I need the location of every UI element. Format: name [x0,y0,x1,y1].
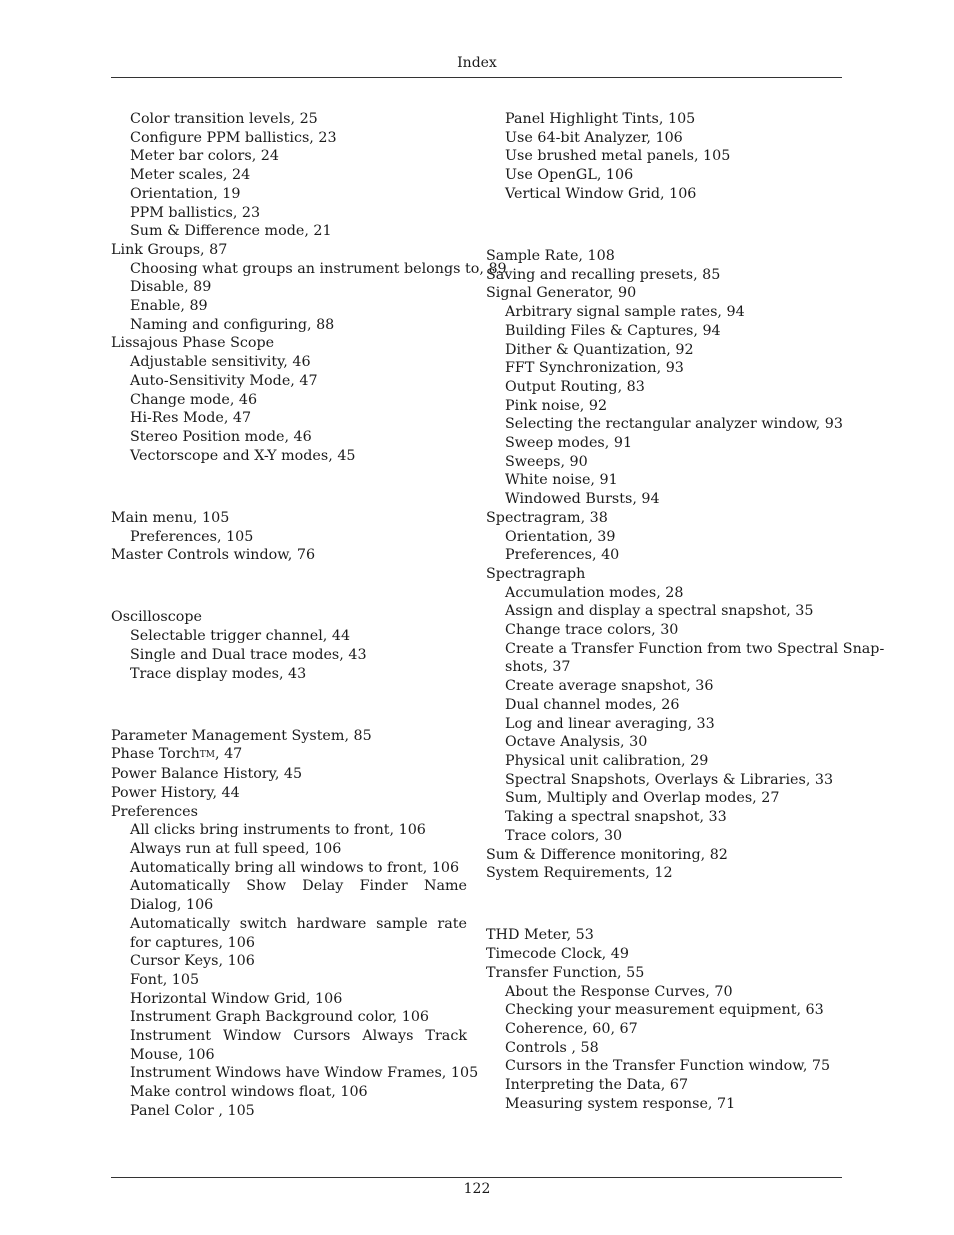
index-subentry: Output Routing, 83 [505,378,645,395]
index-entry: Preferences [111,803,198,820]
index-entry: Power History, 44 [111,784,240,801]
index-subentry: Coherence, 60, 67 [505,1020,638,1037]
index-subentry: All clicks bring instruments to front, 106 [130,822,426,839]
index-subentry: Adjustable sensitivity, 46 [130,354,311,371]
index-subentry: Naming and configuring, 88 [130,316,335,333]
index-subentry: Physical unit calibration, 29 [505,753,709,769]
index-subentry: Create average snapshot, 36 [505,678,714,695]
trademark-mark: TM [199,750,215,761]
index-subentry: Auto-Sensitivity Mode, 47 [130,372,318,389]
index-entry: Timecode Clock, 49 [486,946,629,963]
index-subentry: Font, 105 [130,971,200,988]
index-subentry: Automatically Show Delay Finder Name Dialog, 106 [130,878,467,914]
index-subentry: Use brushed metal panels, 105 [505,148,731,165]
index-entry: Oscilloscope [111,609,202,626]
letter-group-gap [111,465,467,509]
index-subentry: White noise, 91 [505,472,618,489]
index-subentry: Trace display modes, 43 [130,665,307,682]
index-entry: Power Balance History, 45 [111,766,303,783]
index-subentry: PPM ballistics, 23 [130,204,261,221]
index-subentry: Assign and display a spectral snapshot, 35 [505,603,814,620]
running-head: Index [457,55,497,71]
index-subentry: FFT Synchronization, 93 [505,360,684,377]
index-subentry: Instrument Windows have Window Frames, 105 [130,1065,479,1082]
index-entry: System Requirements, 12 [486,865,673,882]
index-entry: Lissajous Phase Scope [111,335,275,352]
index-subentry: Arbitrary signal sample rates, 94 [505,304,745,321]
index-subentry: Change trace colors, 30 [505,622,679,639]
index-subentry: Log and linear averaging, 33 [505,715,715,732]
index-subentry: Disable, 89 [130,279,212,296]
index-subentry: Sum, Multiply and Overlap modes, 27 [505,790,780,807]
index-entry: Link Groups, 87 [111,241,228,258]
index-subentry: Preferences, 40 [505,547,620,564]
index-subentry: Pink noise, 92 [505,397,608,414]
index-subentry: Dual channel modes, 26 [505,696,680,713]
index-subentry: Orientation, 19 [130,185,241,202]
index-subentry: Enable, 89 [130,298,208,315]
index-subentry: Stereo Position mode, 46 [130,428,312,445]
index-subentry: Selecting the rectangular analyzer window, 93 [505,416,843,433]
index-column-left [111,110,507,1121]
index-subentry: Panel Highlight Tints, 105 [505,111,696,127]
index-subentry: Configure PPM ballistics, 23 [130,129,337,146]
entry-term: Phase Torch [111,746,200,763]
index-entry: Spectragraph [486,565,586,582]
index-subentry: Spectral Snapshots, Overlays & Libraries, 33 [505,771,834,788]
index-subentry: Windowed Bursts, 94 [505,491,660,508]
footer-rule [111,1177,842,1178]
index-entry: Sample Rate, 108 [486,248,615,265]
index-subentry: Panel Color , 105 [130,1102,255,1119]
index-entry: Saving and recalling presets, 85 [486,266,721,283]
index-subentry: Automatically switch hardware sample rate for captures, 106 [130,915,467,951]
index-entry: Transfer Function, 55 [486,964,645,981]
page-number: 122 [463,1181,491,1197]
index-subentry: Sweep modes, 91 [505,435,633,452]
index-entry: THD Meter, 53 [486,927,594,944]
index-subentry: shots, 37 [505,659,571,676]
index-subentry: Interpreting the Data, 67 [505,1077,689,1094]
index-subentry: Sweeps, 90 [505,453,588,470]
index-entry: Signal Generator, 90 [486,285,637,302]
index-subentry: Sum & Difference mode, 21 [130,223,332,240]
index-subentry: Selectable trigger channel, 44 [130,628,351,645]
index-subentry: Cursors in the Transfer Function window, 75 [505,1058,831,1075]
index-subentry: Vertical Window Grid, 106 [505,185,697,202]
letter-group-gap [111,565,467,609]
index-subentry: Change mode, 46 [130,391,258,408]
index-subentry: Make control windows float, 106 [130,1084,368,1101]
index-entry: Sum & Difference monitoring, 82 [486,846,728,863]
index-subentry: About the Response Curves, 70 [505,983,733,1000]
index-entry: Main menu, 105 [111,509,230,526]
letter-group-gap [486,883,842,927]
index-subentry: Trace colors, 30 [505,827,623,844]
index-subentry: Accumulation modes, 28 [505,584,684,601]
letter-group-gap [111,683,467,727]
index-entry: Spectragram, 38 [486,509,608,526]
index-subentry: Dither & Quantization, 92 [505,341,694,358]
index-subentry: Color transition levels, 25 [130,111,318,127]
index-subentry: Automatically bring all windows to front, 106 [130,859,460,876]
index-subentry: Meter scales, 24 [130,167,251,184]
header-rule [111,77,842,78]
index-subentry: Vectorscope and X-Y modes, 45 [130,447,356,464]
index-subentry: Create a Transfer Function from two Spectral Snap- [505,640,885,657]
index-column-right [486,110,885,1113]
index-entry: Master Controls window, 76 [111,547,316,564]
index-subentry: Meter bar colors, 24 [130,148,279,165]
index-subentry: Instrument Graph Background color, 106 [130,1009,430,1026]
index-subentry: Always run at full speed, 106 [130,841,342,857]
letter-group-gap [486,204,842,248]
entry-locator: , 47 [215,746,243,763]
index-subentry: Checking your measurement equipment, 63 [505,1002,824,1019]
index-subentry: Measuring system response, 71 [505,1095,736,1112]
index-subentry: Instrument Window Cursors Always Track Mouse, 106 [130,1028,467,1063]
index-subentry: Hi-Res Mode, 47 [130,410,252,427]
index-subentry: Octave Analysis, 30 [505,734,648,751]
index-subentry: Single and Dual trace modes, 43 [130,646,367,663]
index-subentry: Preferences, 105 [130,528,254,545]
index-entry: Parameter Management System, 85 [111,727,372,744]
index-subentry: Building Files & Captures, 94 [505,322,721,339]
index-subentry: Controls , 58 [505,1039,599,1056]
index-subentry: Orientation, 39 [505,528,616,545]
index-subentry: Choosing what groups an instrument belongs to, 89 [130,260,507,277]
index-subentry: Use 64-bit Analyzer, 106 [505,129,683,146]
index-subentry: Use OpenGL, 106 [505,167,634,184]
index-subentry: Taking a spectral snapshot, 33 [505,809,727,826]
index-subentry: Cursor Keys, 106 [130,953,255,970]
index-entry [111,745,467,765]
index-subentry: Horizontal Window Grid, 106 [130,990,343,1007]
